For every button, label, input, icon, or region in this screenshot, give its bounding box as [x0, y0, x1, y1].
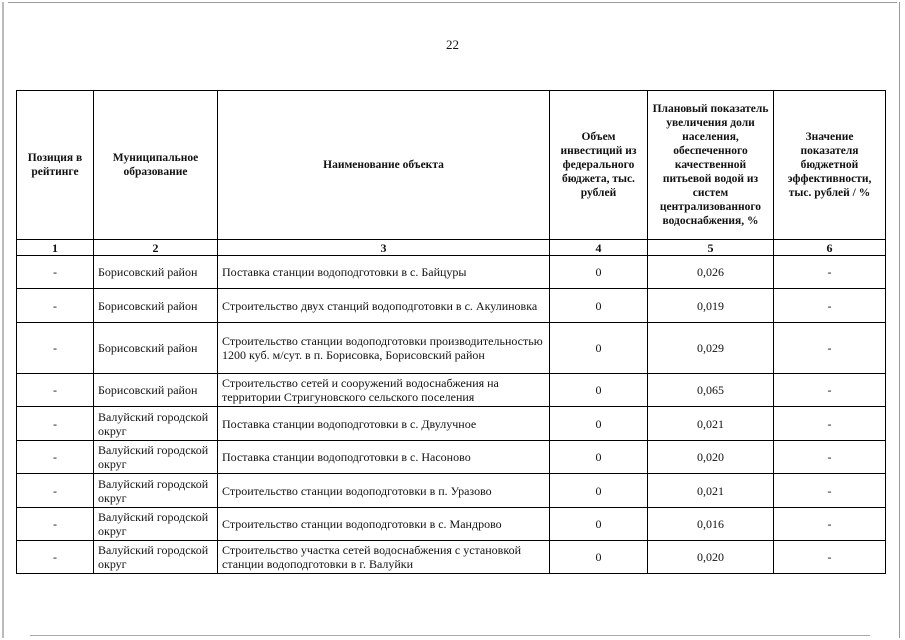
cell-efficiency: - — [774, 289, 886, 323]
cell-object: Строительство станции водоподготовки в п. Уразово — [218, 474, 550, 508]
table-row — [17, 474, 886, 508]
cell-indicator: 0,016 — [648, 508, 774, 541]
page-border-left — [2, 2, 4, 638]
table-row — [17, 289, 886, 323]
header-row — [17, 91, 886, 240]
column-number: 5 — [648, 240, 774, 256]
column-number-row — [17, 240, 886, 256]
cell-efficiency: - — [774, 323, 886, 374]
page-border-top — [8, 2, 897, 3]
cell-efficiency: - — [774, 508, 886, 541]
cell-position: - — [17, 323, 94, 374]
investment-table — [16, 90, 886, 574]
column-number: 4 — [550, 240, 648, 256]
cell-position: - — [17, 374, 94, 407]
cell-municipality: Валуйский городской округ — [94, 541, 218, 574]
header-indicator: Плановый показатель увеличения доли населения, обеспеченного качественной питьевой водой из систем централизованного водоснабжения, % — [648, 91, 774, 240]
table-row — [17, 323, 886, 374]
cell-indicator: 0,019 — [648, 289, 774, 323]
cell-municipality: Валуйский городской округ — [94, 508, 218, 541]
cell-object: Строительство станции водоподготовки в с. Мандрово — [218, 508, 550, 541]
cell-municipality: Борисовский район — [94, 323, 218, 374]
cell-efficiency: - — [774, 441, 886, 474]
cell-indicator: 0,029 — [648, 323, 774, 374]
cell-investment: 0 — [550, 289, 648, 323]
column-number: 6 — [774, 240, 886, 256]
table-row — [17, 374, 886, 407]
header-position: Позиция в рейтинге — [17, 91, 94, 240]
cell-efficiency: - — [774, 541, 886, 574]
cell-municipality: Валуйский городской округ — [94, 441, 218, 474]
cell-object: Поставка станции водоподготовки в с. Двулучное — [218, 407, 550, 441]
column-number: 2 — [94, 240, 218, 256]
cell-municipality: Валуйский городской округ — [94, 474, 218, 508]
cell-position: - — [17, 256, 94, 289]
cell-object: Строительство участка сетей водоснабжения с установкой станции водоподготовки в г. Валуйки — [218, 541, 550, 574]
cell-position: - — [17, 541, 94, 574]
cell-indicator: 0,020 — [648, 541, 774, 574]
table-row — [17, 441, 886, 474]
cell-position: - — [17, 474, 94, 508]
cell-investment: 0 — [550, 374, 648, 407]
table-row — [17, 508, 886, 541]
cell-object: Строительство двух станций водоподготовки в с. Акулиновка — [218, 289, 550, 323]
column-number: 3 — [218, 240, 550, 256]
page-number: 22 — [446, 37, 459, 52]
page-border-right — [899, 2, 900, 638]
table-row — [17, 407, 886, 441]
cell-municipality: Валуйский городской округ — [94, 407, 218, 441]
cell-position: - — [17, 508, 94, 541]
cell-object: Поставка станции водоподготовки в с. Байцуры — [218, 256, 550, 289]
cell-indicator: 0,021 — [648, 474, 774, 508]
cell-indicator: 0,026 — [648, 256, 774, 289]
cell-position: - — [17, 441, 94, 474]
cell-indicator: 0,065 — [648, 374, 774, 407]
cell-efficiency: - — [774, 374, 886, 407]
page-border-bottom — [30, 635, 870, 636]
header-object-name: Наименование объекта — [218, 91, 550, 240]
cell-investment: 0 — [550, 474, 648, 508]
cell-investment: 0 — [550, 256, 648, 289]
cell-position: - — [17, 407, 94, 441]
cell-municipality: Борисовский район — [94, 289, 218, 323]
cell-position: - — [17, 289, 94, 323]
table-row — [17, 541, 886, 574]
cell-investment: 0 — [550, 441, 648, 474]
cell-object: Поставка станции водоподготовки в с. Насоново — [218, 441, 550, 474]
table-row — [17, 256, 886, 289]
cell-efficiency: - — [774, 256, 886, 289]
cell-investment: 0 — [550, 407, 648, 441]
cell-municipality: Борисовский район — [94, 256, 218, 289]
cell-investment: 0 — [550, 508, 648, 541]
cell-indicator: 0,021 — [648, 407, 774, 441]
cell-investment: 0 — [550, 323, 648, 374]
cell-efficiency: - — [774, 474, 886, 508]
cell-investment: 0 — [550, 541, 648, 574]
header-efficiency: Значение показателя бюджетной эффективности, тыс. рублей / % — [774, 91, 886, 240]
cell-object: Строительство сетей и сооружений водоснабжения на территории Стригуновского сельского поселения — [218, 374, 550, 407]
cell-efficiency: - — [774, 407, 886, 441]
cell-municipality: Борисовский район — [94, 374, 218, 407]
header-investment: Объем инвестиций из федерального бюджета, тыс. рублей — [550, 91, 648, 240]
cell-indicator: 0,020 — [648, 441, 774, 474]
header-municipality: Муниципальное образование — [94, 91, 218, 240]
column-number: 1 — [17, 240, 94, 256]
cell-object: Строительство станции водоподготовки производительностью 1200 куб. м/сут. в п. Борисовка, Борисовский район — [218, 323, 550, 374]
